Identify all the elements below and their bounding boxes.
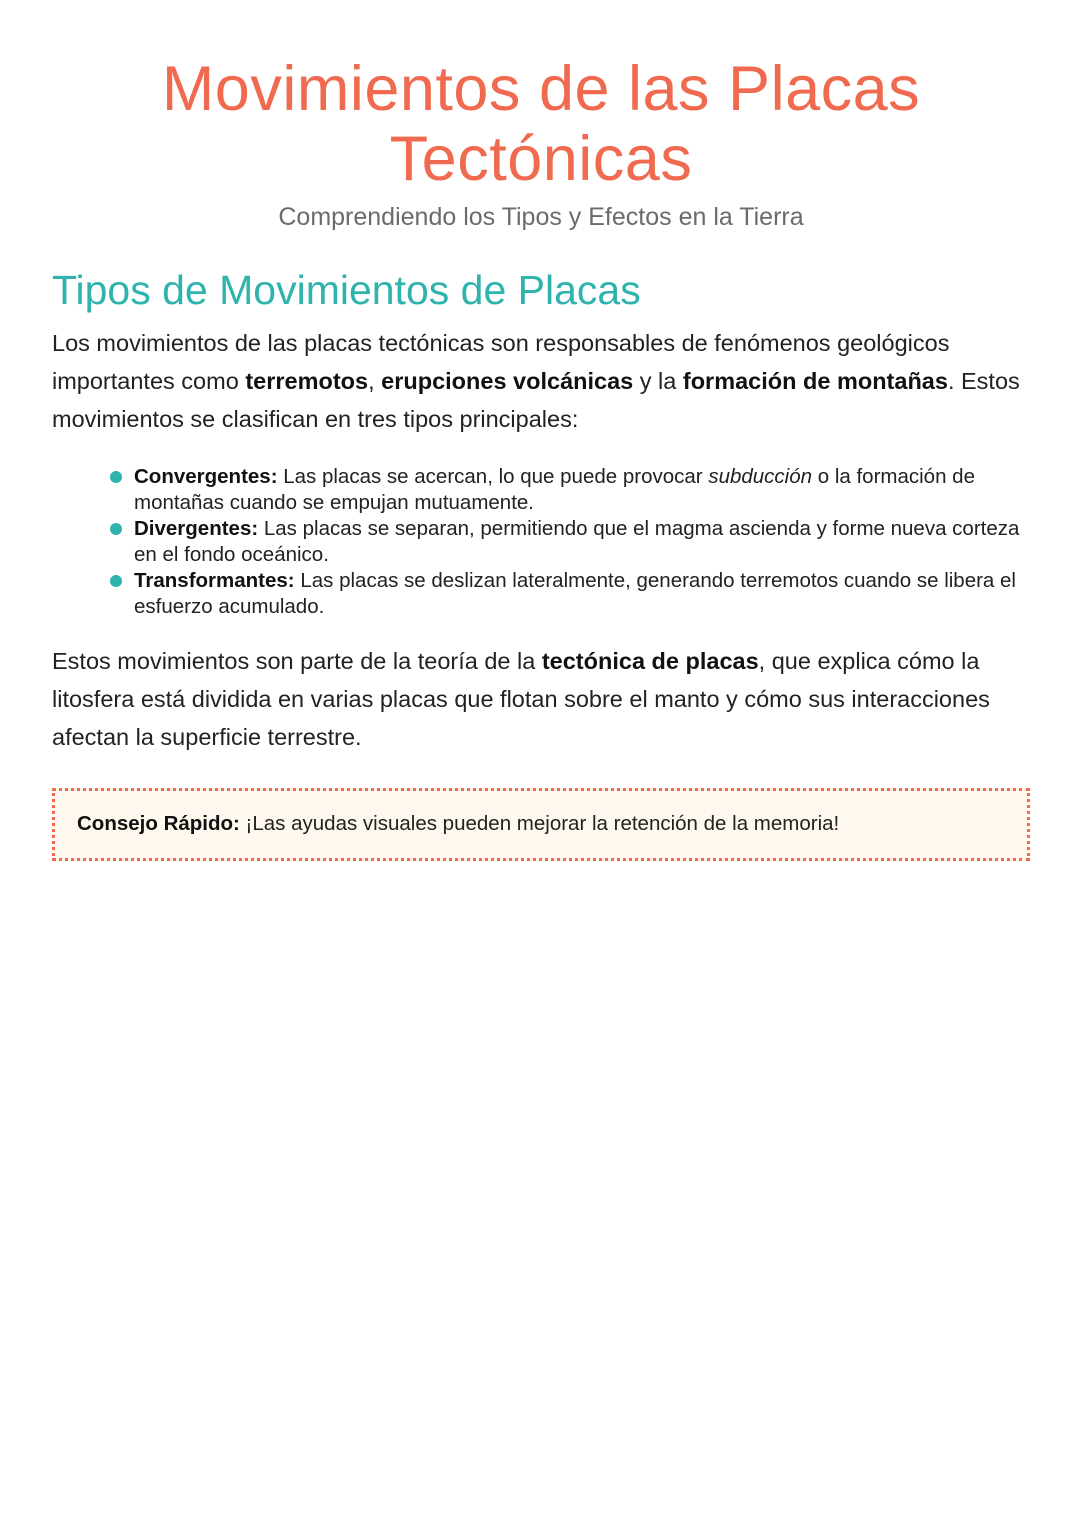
list-item-text: Las placas se acercan, lo que puede provocar — [277, 465, 709, 488]
list-item-text: Las placas se separan, permitiendo que el magma ascienda y forme nueva corteza en el fondo oceánico. — [134, 517, 1020, 566]
outro-paragraph — [52, 642, 1030, 756]
list-item-emphasis: subducción — [708, 465, 813, 488]
intro-text-2: , — [368, 368, 382, 394]
tip-label: Consejo Rápido: — [77, 812, 240, 835]
movement-types-list — [52, 464, 1030, 620]
document-page — [52, 0, 1030, 861]
outro-text-1: Estos movimientos son parte de la teoría de la — [52, 648, 542, 674]
list-item-convergent — [110, 464, 1030, 516]
outro-bold-plate-tectonics: tectónica de placas — [541, 648, 759, 674]
list-item-label: Divergentes: — [134, 517, 259, 540]
list-item-transform — [110, 568, 1030, 620]
bullet-dot-icon — [110, 523, 122, 535]
intro-text-4: . Estos movimientos se clasifican en tres tipos principales: — [52, 368, 1020, 432]
page-title: Movimientos de las Placas Tectónicas — [161, 54, 921, 194]
intro-text-3: y la — [633, 368, 683, 394]
section-heading: Tipos de Movimientos de Placas — [52, 267, 641, 313]
list-item-divergent — [110, 516, 1030, 568]
intro-paragraph — [52, 324, 1030, 438]
quick-tip-box — [52, 788, 1030, 861]
page-subtitle: Comprendiendo los Tipos y Efectos en la Tierra — [278, 203, 804, 231]
intro-text-1: Los movimientos de las placas tectónicas son responsables de fenómenos geológicos importantes como — [52, 330, 950, 394]
list-item-text-after: o la formación de montañas cuando se empujan mutuamente. — [134, 465, 975, 514]
outro-text-2: , que explica cómo la litosfera está dividida en varias placas que flotan sobre el manto y cómo sus interacciones afectan la superficie terrestre. — [52, 648, 990, 750]
list-item-text: Las placas se deslizan lateralmente, generando terremotos cuando se libera el esfuerzo acumulado. — [134, 569, 1016, 618]
tip-text: ¡Las ayudas visuales pueden mejorar la retención de la memoria! — [239, 812, 840, 835]
bullet-dot-icon — [110, 471, 122, 483]
list-item-label: Transformantes: — [134, 569, 295, 592]
intro-bold-earthquakes: terremotos — [245, 368, 369, 394]
intro-bold-eruptions: erupciones volcánicas — [381, 368, 634, 394]
list-item-label: Convergentes: — [134, 465, 278, 488]
intro-bold-mountains: formación de montañas — [682, 368, 948, 394]
bullet-dot-icon — [110, 575, 122, 587]
